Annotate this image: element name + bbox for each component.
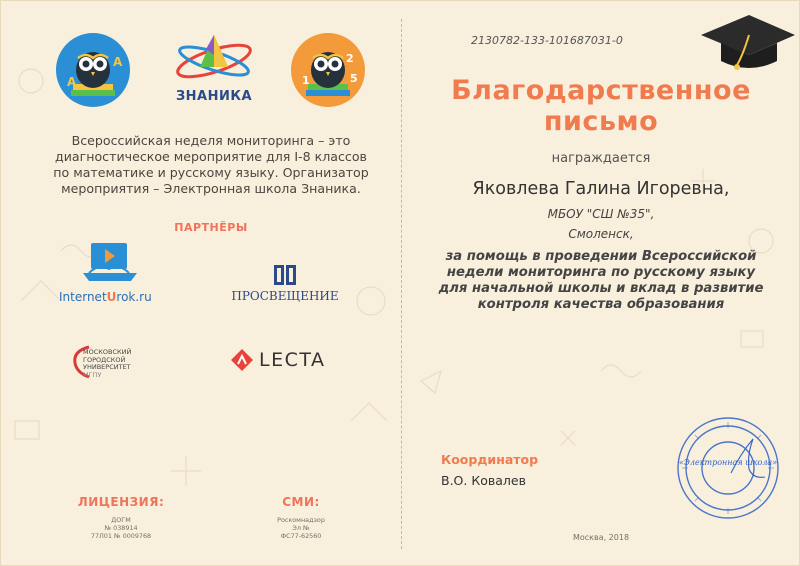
intro-line: по математике и русскому языку. Организатор — [53, 165, 369, 180]
title-line: Благодарственное — [451, 75, 751, 106]
coordinator-name: В.О. Ковалев — [441, 473, 526, 488]
mgpu-line: МОСКОВСКИЙ — [83, 348, 132, 356]
laptop-icon — [79, 239, 141, 285]
partner-name-part: Internet — [59, 290, 107, 304]
owl-logo-orange-icon — [290, 32, 366, 108]
svg-text:A: A — [113, 55, 123, 69]
awarded-label: награждается — [551, 151, 651, 166]
svg-text:5: 5 — [350, 72, 358, 85]
intro-text — [41, 133, 381, 197]
reason-line: за помощь в проведении Всероссийской — [445, 249, 757, 264]
smi-line: Эл № — [292, 524, 310, 532]
recipient-name: Яковлева Галина Игоревна, — [472, 179, 730, 199]
interneturok-logo-text — [59, 290, 169, 304]
partners-title: ПАРТНЁРЫ — [174, 221, 248, 234]
reason-line: недели мониторинга по русскому языку — [446, 265, 756, 280]
znanika-brand-text: ЗНАНИКА — [175, 89, 253, 104]
mgpu-line: ГОРОДСКОЙ — [83, 355, 126, 364]
svg-text:2: 2 — [346, 52, 354, 65]
title-line: письмо — [543, 106, 659, 137]
official-stamp-icon — [673, 413, 783, 523]
prosveshchenie-logo-icon — [272, 263, 298, 287]
intro-line: диагностическое мероприятие для I-8 классов — [55, 149, 367, 164]
award-reason — [421, 249, 781, 313]
license-details — [81, 516, 161, 540]
reason-line: контроля качества образования — [477, 297, 725, 312]
partner-name-part: rok.ru — [116, 290, 152, 304]
recipient-city: Смоленск, — [568, 227, 634, 241]
smi-title: СМИ: — [282, 495, 320, 509]
license-title: ЛИЦЕНЗИЯ: — [77, 495, 165, 509]
lecta-logo-icon — [230, 348, 254, 372]
coordinator-title: Координатор — [441, 452, 539, 467]
smi-line: ФС77-62560 — [280, 532, 322, 540]
owl-logo-blue-icon — [55, 32, 131, 108]
stamp-text: «Электронная школа» — [678, 458, 778, 467]
svg-text:1: 1 — [302, 74, 310, 87]
lecta-logo-text: LECTA — [259, 349, 326, 371]
document-title — [421, 75, 781, 137]
license-line: ДОГМ — [111, 516, 131, 524]
graduation-cap-icon — [691, 1, 799, 85]
partner-name-part: U — [106, 290, 117, 304]
intro-line: Всероссийская неделя мониторинга – это — [71, 133, 351, 148]
license-line: 77Л01 № 0009768 — [90, 532, 152, 540]
smi-line: Роскомнадзор — [277, 516, 325, 524]
page-divider — [401, 19, 402, 549]
document-code: 2130782-133-101687031-0 — [471, 34, 623, 47]
license-line: № 038914 — [104, 524, 138, 532]
prosveshchenie-logo-text: ПРОСВЕЩЕНИЕ — [231, 289, 339, 303]
svg-text:A: A — [67, 75, 77, 89]
intro-line: мероприятия – Электронная школа Знаника. — [61, 181, 361, 196]
smi-details — [261, 516, 341, 540]
mgpu-logo-text — [83, 349, 163, 379]
place-and-year: Москва, 2018 — [572, 533, 630, 542]
mgpu-line: УНИВЕРСИТЕТ — [83, 363, 131, 372]
mgpu-line: МГПУ — [83, 370, 102, 379]
recipient-organization: МБОУ "СШ №35", — [547, 207, 655, 221]
reason-line: для начальной школы и вклад в развитие — [438, 281, 764, 296]
